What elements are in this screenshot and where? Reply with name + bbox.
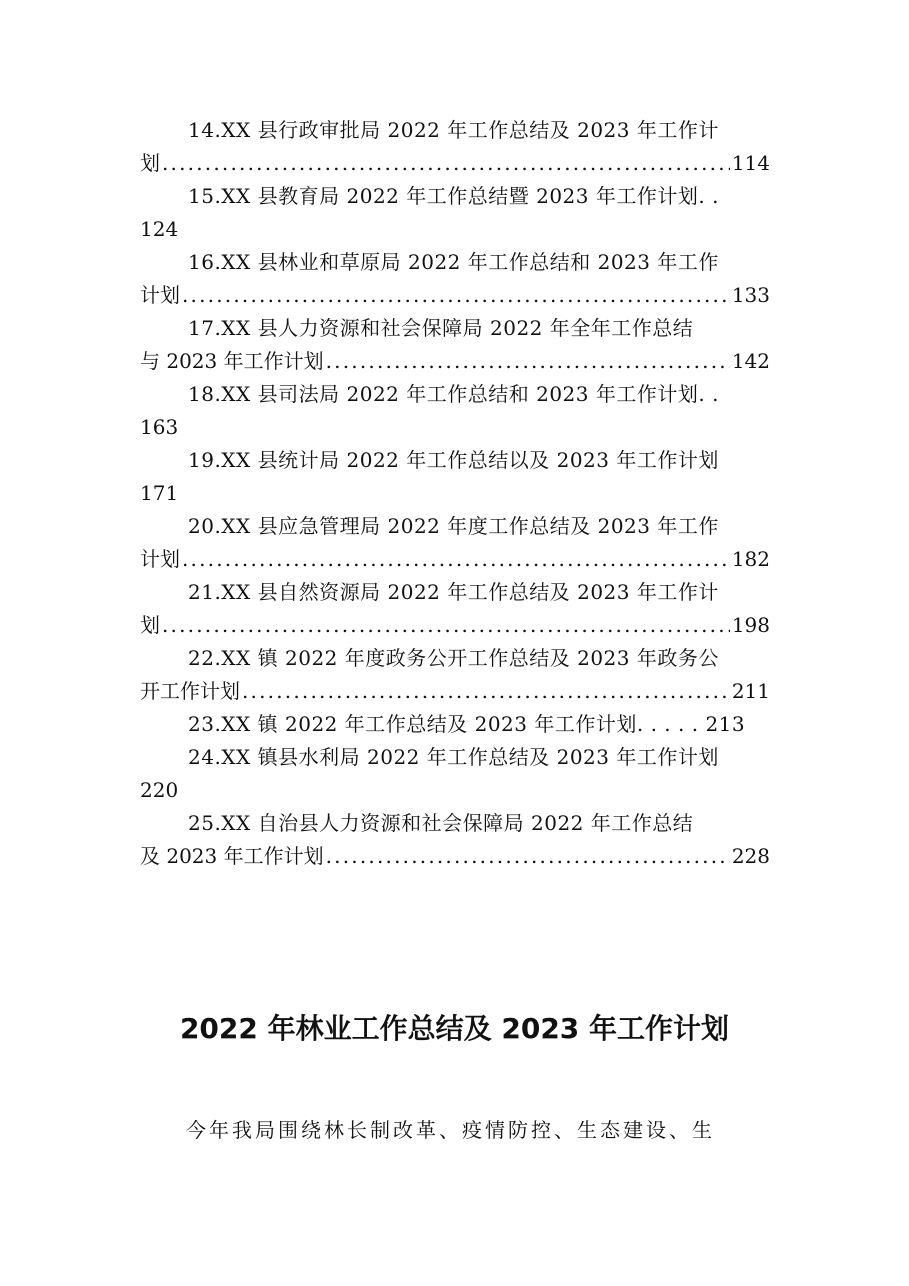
toc-entry-continuation[interactable]: [140, 675, 770, 708]
toc-entry-text: 及 2023 年工作计划: [140, 844, 324, 868]
toc-dot-leader: [182, 279, 730, 312]
toc-entry-text: 220: [140, 778, 179, 802]
toc-entry-title[interactable]: 21.XX 县自然资源局 2022 年工作总结及 2023 年工作计: [188, 580, 719, 604]
toc-entry-text: 划: [140, 613, 160, 637]
toc-entry-continuation[interactable]: [140, 543, 770, 576]
toc-entry-title[interactable]: 15.XX 县教育局 2022 年工作总结暨 2023 年工作计划. .: [188, 184, 719, 208]
toc-entry-title[interactable]: 20.XX 县应急管理局 2022 年度工作总结及 2023 年工作: [188, 514, 719, 538]
toc-page-number: 133: [731, 283, 770, 307]
toc-entry-text: 171: [140, 481, 179, 505]
toc-entry-text: 划: [140, 151, 160, 175]
toc-entry-text: 计划: [140, 547, 180, 571]
toc-entry-title[interactable]: 14.XX 县行政审批局 2022 年工作总结及 2023 年工作计: [188, 118, 719, 142]
toc-entry-title[interactable]: 16.XX 县林业和草原局 2022 年工作总结和 2023 年工作: [188, 250, 719, 274]
toc-entry-text: 开工作计划: [140, 679, 240, 703]
toc-dot-leader: [326, 840, 730, 873]
toc-entry-title[interactable]: 22.XX 镇 2022 年度政务公开工作总结及 2023 年政务公: [188, 646, 719, 670]
toc-entry-text: 163: [140, 415, 179, 439]
toc-entry-title[interactable]: 17.XX 县人力资源和社会保障局 2022 年全年工作总结: [188, 316, 694, 340]
toc-entry-continuation[interactable]: [140, 147, 770, 180]
toc-entry-continuation[interactable]: [140, 477, 770, 510]
toc-page-number: 228: [731, 844, 770, 868]
toc-dot-leader: [162, 609, 730, 642]
toc-entry-continuation[interactable]: [140, 774, 770, 807]
toc-entry-continuation[interactable]: [140, 345, 770, 378]
toc-entry-title[interactable]: 18.XX 县司法局 2022 年工作总结和 2023 年工作计划. .: [188, 382, 719, 406]
toc-dot-leader: [242, 675, 730, 708]
toc-entry-title[interactable]: 23.XX 镇 2022 年工作总结及 2023 年工作计划. . . . . 213: [188, 712, 746, 736]
toc-entry-text: 与 2023 年工作计划: [140, 349, 324, 373]
toc-entry-text: 124: [140, 217, 179, 241]
toc-page-number: 182: [731, 547, 770, 571]
table-of-contents: [140, 114, 770, 873]
toc-entry-continuation[interactable]: [140, 411, 770, 444]
toc-entry-title[interactable]: 19.XX 县统计局 2022 年工作总结以及 2023 年工作计划: [188, 448, 719, 472]
document-title: 2022 年林业工作总结及 2023 年工作计划: [179, 1012, 730, 1045]
body-paragraph: 今年我局围绕林长制改革、疫情防控、生态建设、生: [186, 1118, 715, 1142]
toc-entry-continuation[interactable]: [140, 840, 770, 873]
toc-page-number: 142: [731, 349, 770, 373]
toc-dot-leader: [162, 147, 730, 180]
toc-entry-continuation[interactable]: [140, 609, 770, 642]
toc-entry-title[interactable]: 25.XX 自治县人力资源和社会保障局 2022 年工作总结: [188, 811, 694, 835]
toc-entry-title[interactable]: 24.XX 镇县水利局 2022 年工作总结及 2023 年工作计划: [188, 745, 719, 769]
toc-page-number: 114: [731, 151, 770, 175]
toc-entry-continuation[interactable]: [140, 213, 770, 246]
toc-page-number: 198: [731, 613, 770, 637]
toc-dot-leader: [326, 345, 730, 378]
toc-page-number: 211: [731, 679, 770, 703]
toc-entry-text: 计划: [140, 283, 180, 307]
toc-entry-continuation[interactable]: [140, 279, 770, 312]
toc-dot-leader: [182, 543, 730, 576]
